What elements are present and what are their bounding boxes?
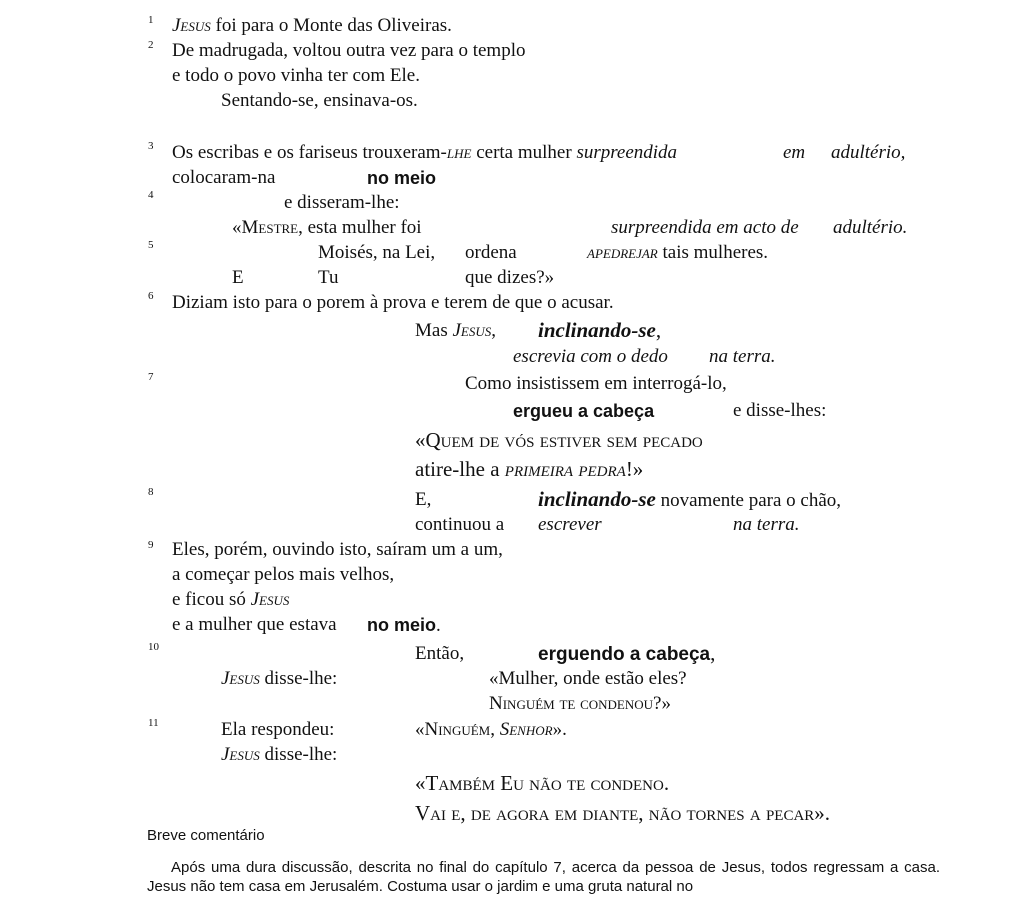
verse-number-6: 6 [148,290,154,302]
verse-6-comma2: , [655,318,662,342]
verse-3-em: em [783,142,806,163]
verse-9-line-3 [172,588,289,612]
jesus-name: Jesus [250,589,290,610]
verse-10-mulher: «Mulher, onde estão eles? [489,668,687,689]
verse-9-line-2: a começar pelos mais velhos, [172,564,395,585]
verse-11-close: ». [552,719,567,740]
verse-11-jesus-line [221,743,337,767]
verse-7-close: !» [625,457,644,481]
verse-8-na-terra: na terra. [733,514,800,535]
verse-10-entao: Então, [415,643,465,664]
verse-10-erguendo: erguendo a cabeça [538,644,711,665]
jesus-name: Jesus [172,15,211,36]
verse-3-text-a: Os escribas e os fariseus trouxeram- [172,142,447,163]
verse-number-3: 3 [148,140,154,152]
verse-5-e: E [232,267,244,288]
verse-number-7: 7 [148,371,154,383]
verse-9-line-4: e a mulher que estava [172,614,337,635]
verse-11-ninguem-line [415,718,567,742]
verse-7-disse: e disse-lhes: [733,400,827,421]
verse-8-inclinando: inclinando-se [538,487,656,511]
verse-11-senhor: Senhor [499,719,553,740]
verse-3-no-meio: no meio [367,168,437,188]
comment-paragraph: Após uma dura discussão, descrita no final do capítulo 7, acerca da pessoa de Jesus, todos regressam a casa. Jesus não tem casa em Jerusalém. Costuma usar o jardim e uma gruta natural no [147,859,940,895]
verse-number-10: 10 [148,641,159,653]
verse-9-no-meio-line [367,613,441,638]
jesus-name: Jesus [221,668,260,689]
verse-7-primeira: primeira pedra [504,457,626,481]
verse-6-inclinando-line [538,318,661,344]
verse-6-mas: Mas [415,320,453,341]
verse-5-moises: Moisés, na Lei, [318,242,436,263]
verse-10-ninguem: Ninguém te condenou?» [489,693,671,714]
verse-1-line [172,14,452,38]
verse-10-disse: disse-lhe: [259,668,338,689]
verse-9-no-meio: no meio [367,615,437,635]
verse-5-apedrejar-line [587,241,768,265]
verse-5-tu: Tu [318,267,339,288]
verse-7-ergueu: ergueu a cabeça [513,401,655,421]
verse-2-line-1: De madrugada, voltou outra vez para o templo [172,40,526,61]
quote-open: « [232,217,242,238]
verse-3-line-2: colocaram-na [172,167,276,188]
verse-6-inclinando: inclinando-se [538,318,656,342]
comment-title: Breve comentário [147,827,265,844]
verse-4-mestre: Mestre [241,217,299,238]
verse-4-mestre-line [232,216,422,240]
verse-7-quem: «Quem de vós estiver sem pecado [415,428,703,452]
verse-number-8: 8 [148,486,154,498]
verse-8-novamente: novamente para o chão, [655,490,842,511]
verse-3-surpreendida: surpreendida [576,142,678,163]
verse-11-disse: disse-lhe: [259,744,338,765]
verse-8-escrever: escrever [538,514,602,535]
verse-3-lhe: lhe [446,142,472,163]
verse-7-atire-line [415,457,643,481]
verse-6-na-terra: na terra. [709,346,776,367]
verse-4-foi: , esta mulher foi [298,217,422,238]
verse-4-disseram: e disseram-lhe: [284,192,400,213]
verse-11-ninguem: «Ninguém, [415,719,500,740]
verse-8-continuou: continuou a [415,514,505,535]
verse-9-line-1: Eles, porém, ouvindo isto, saíram um a um, [172,539,503,560]
verse-11-tambem: «Também Eu não te condeno. [415,771,670,795]
verse-number-4: 4 [148,189,154,201]
verse-number-5: 5 [148,239,154,251]
verse-6-comma: , [491,320,496,341]
verse-8-e: E, [415,489,432,510]
verse-5-ordena: ordena [465,242,517,263]
verse-2-line-2: e todo o povo vinha ter com Ele. [172,65,420,86]
verse-10-erguendo-line [538,641,715,667]
verse-3-line-1 [172,141,677,165]
verse-number-2: 2 [148,39,154,51]
verse-5-tais: tais mulheres. [657,242,769,263]
verse-7-como: Como insistissem em interrogá-lo, [465,373,727,394]
jesus-name: Jesus [452,320,492,341]
verse-2-line-3: Sentando-se, ensinava-os. [221,90,418,111]
verse-5-dizes: que dizes?» [465,267,555,288]
verse-1-text: foi para o Monte das Oliveiras. [210,15,452,36]
verse-8-inclinando-line [538,487,841,513]
verse-7-atire: atire-lhe a [415,457,505,481]
verse-11-vai: Vai e, de agora em diante, não tornes a pecar». [415,801,831,825]
verse-4-surpreendida: surpreendida em acto de [611,217,799,238]
verse-4-adulterio: adultério. [833,217,908,238]
verse-6-mas-jesus [415,319,496,343]
verse-number-11: 11 [148,717,159,729]
verse-3-adulterio: adultério, [831,142,906,163]
verse-10-jesus-line [221,667,337,691]
jesus-name: Jesus [221,744,260,765]
verse-11-ela: Ela respondeu: [221,719,335,740]
verse-6-escrevia: escrevia com o dedo [513,346,668,367]
verse-number-1: 1 [148,14,154,26]
verse-9-ficou: e ficou só [172,589,251,610]
verse-number-9: 9 [148,539,154,551]
verse-5-apedrejar: apedrejar [587,242,658,263]
verse-9-dot: . [436,615,441,636]
verse-6-line: Diziam isto para o porem à prova e terem de que o acusar. [172,292,614,313]
verse-3-text-b: certa mulher [471,142,577,163]
verse-10-comma: , [710,641,716,665]
